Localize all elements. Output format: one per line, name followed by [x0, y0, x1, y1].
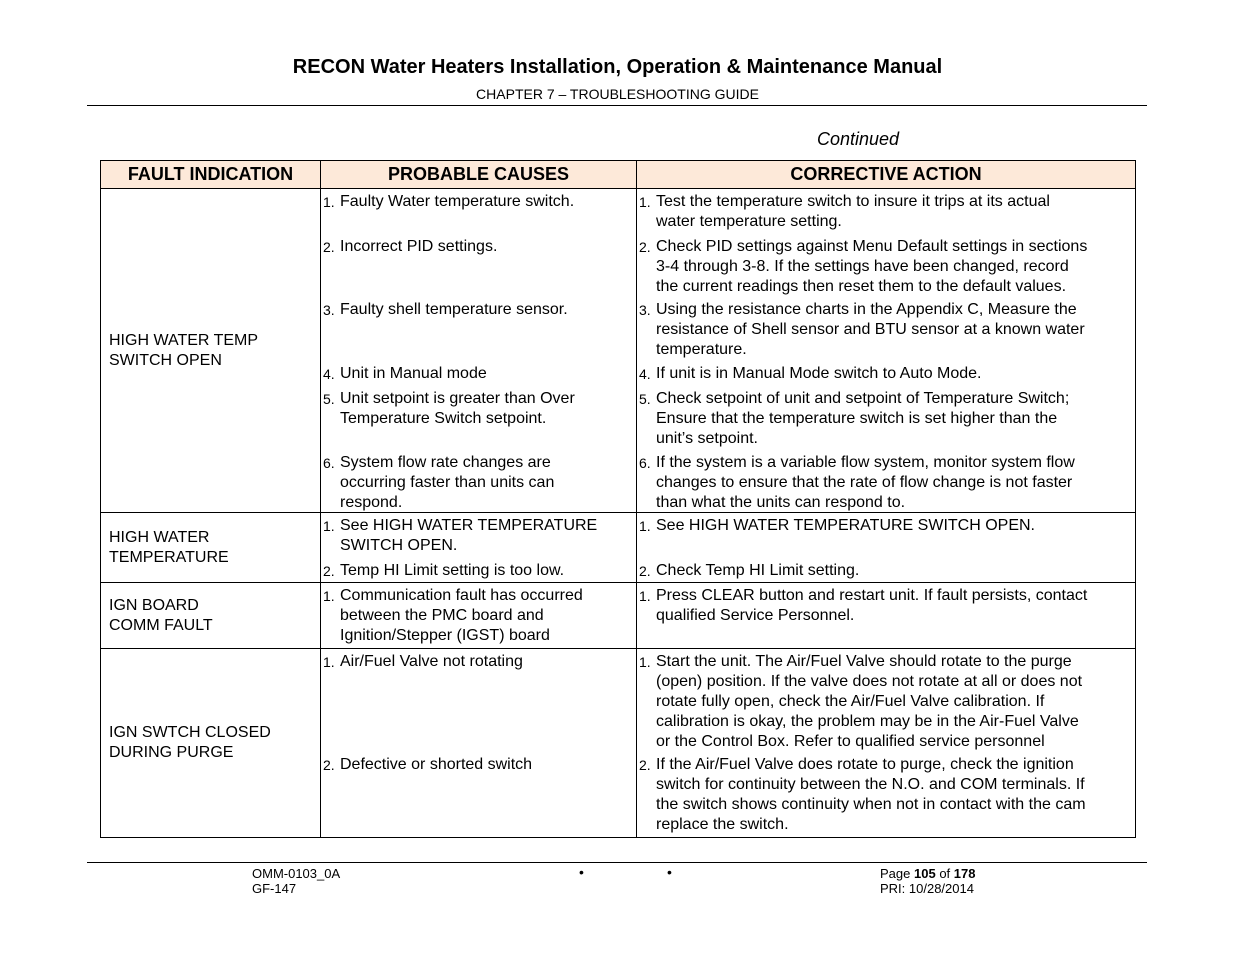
fault-indication-line: HIGH WATER TEMP: [109, 331, 259, 349]
causes-cell: [321, 583, 637, 649]
cause-text-line: Unit setpoint is greater than Over: [340, 390, 575, 407]
cause-text-line: Defective or shorted switch: [340, 756, 533, 773]
cause-item: [321, 389, 636, 429]
fault-indication-cell: [101, 583, 321, 649]
action-item: [637, 237, 1135, 297]
cause-item: [321, 192, 636, 212]
cause-text-line: SWITCH OPEN.: [340, 537, 458, 554]
action-text-line: temperature.: [656, 341, 747, 358]
fault-indication-line: IGN BOARD: [109, 596, 199, 614]
table-row: [101, 649, 1136, 838]
cause-text-line: Temp HI Limit setting is too low.: [340, 562, 565, 579]
table-row: [101, 189, 1136, 513]
fault-indication-line: HIGH WATER: [109, 528, 210, 546]
fault-indication-line: DURING PURGE: [109, 744, 234, 761]
fault-indication-line: IGN SWTCH CLOSED: [109, 724, 271, 741]
item-number: 1.: [323, 518, 335, 534]
item-number: 6.: [639, 455, 651, 471]
header-divider: [87, 105, 1147, 106]
table-row: [101, 513, 1136, 583]
action-text-line: unit’s setpoint.: [656, 430, 758, 447]
action-text-line: (open) position. If the valve does not rotate at all or does not: [656, 673, 1083, 690]
action-item: [637, 453, 1135, 513]
item-number: 2.: [323, 239, 335, 255]
action-item: [637, 755, 1135, 835]
fault-indication-line: TEMPERATURE: [109, 548, 229, 566]
footer-document-info: [252, 866, 340, 896]
cause-item: [321, 652, 636, 672]
action-text-line: changes to ensure that the rate of flow change is not faster: [656, 474, 1073, 491]
cause-item: [321, 237, 636, 257]
causes-cell: [321, 189, 637, 513]
action-text-line: Check PID settings against Menu Default settings in sections: [656, 238, 1088, 255]
cause-text-line: System flow rate changes are: [340, 454, 551, 471]
print-date: PRI: 10/28/2014: [880, 881, 974, 896]
item-number: 1.: [639, 654, 651, 670]
cause-text-line: Temperature Switch setpoint.: [340, 410, 547, 427]
column-header-causes: PROBABLE CAUSES: [321, 161, 637, 189]
column-header-fault: FAULT INDICATION: [101, 161, 321, 189]
item-number: 5.: [323, 391, 335, 407]
cause-text-line: Ignition/Stepper (IGST) board: [340, 627, 550, 644]
table-row: [101, 583, 1136, 649]
item-number: 6.: [323, 455, 335, 471]
cause-text-line: respond.: [340, 494, 403, 511]
action-text-line: switch for continuity between the N.O. and COM terminals. If: [656, 776, 1085, 793]
item-number: 1.: [639, 588, 651, 604]
action-item: [637, 516, 1135, 536]
action-item: [637, 389, 1135, 449]
item-number: 1.: [323, 194, 335, 210]
causes-cell: [321, 649, 637, 838]
cause-text-line: Incorrect PID settings.: [340, 238, 498, 255]
table-header-row: [101, 161, 1136, 189]
action-item: [637, 561, 1135, 581]
action-text-line: qualified Service Personnel.: [656, 607, 855, 624]
cause-item: [321, 453, 636, 513]
item-number: 1.: [639, 518, 651, 534]
footer-bullet-right: •: [667, 864, 672, 880]
item-number: 3.: [639, 302, 651, 318]
continued-label: Continued: [817, 129, 900, 149]
action-item: [637, 364, 1135, 384]
item-number: 2.: [323, 563, 335, 579]
action-text-line: the switch shows continuity when not in contact with the cam: [656, 796, 1086, 813]
action-text-line: replace the switch.: [656, 816, 789, 833]
item-number: 2.: [639, 239, 651, 255]
footer-page-info: [880, 866, 976, 896]
fault-indication-line: SWITCH OPEN: [109, 351, 222, 369]
action-text-line: 3-4 through 3-8. If the settings have been changed, record: [656, 258, 1069, 275]
page-total: 178: [953, 866, 976, 881]
action-text-line: calibration is okay, the problem may be in the Air-Fuel Valve: [656, 713, 1079, 730]
action-text-line: than what the units can respond to.: [656, 494, 906, 511]
action-item: [637, 300, 1135, 360]
item-number: 4.: [323, 366, 335, 382]
item-number: 4.: [639, 366, 651, 382]
action-text-line: water temperature setting.: [656, 213, 842, 230]
item-number: 1.: [639, 194, 651, 210]
item-number: 2.: [639, 757, 651, 773]
fault-indication-cell: [101, 189, 321, 513]
cause-text-line: occurring faster than units can: [340, 474, 555, 491]
action-cell: [637, 649, 1136, 838]
action-text-line: Test the temperature switch to insure it trips at its actual: [656, 193, 1050, 210]
cause-item: [321, 561, 636, 581]
action-text-line: Check setpoint of unit and setpoint of Temperature Switch;: [656, 390, 1070, 407]
footer-divider: [87, 862, 1147, 863]
action-cell: [637, 513, 1136, 583]
cause-item: [321, 300, 636, 320]
fault-indication-cell: [101, 513, 321, 583]
page-prefix: Page: [880, 866, 911, 881]
action-text-line: resistance of Shell sensor and BTU sensor at a known water: [656, 321, 1085, 338]
cause-text-line: Air/Fuel Valve not rotating: [340, 653, 523, 670]
action-text-line: rotate fully open, check the Air/Fuel Valve calibration. If: [656, 693, 1045, 710]
cause-text-line: See HIGH WATER TEMPERATURE: [340, 517, 598, 534]
action-cell: [637, 583, 1136, 649]
action-item: [637, 586, 1135, 626]
action-text-line: Press CLEAR button and restart unit. If fault persists, contact: [656, 587, 1088, 604]
item-number: 2.: [323, 757, 335, 773]
action-text-line: See HIGH WATER TEMPERATURE SWITCH OPEN.: [656, 517, 1035, 534]
page-number: [880, 866, 976, 881]
action-text-line: Check Temp HI Limit setting.: [656, 562, 860, 579]
chapter-subtitle: CHAPTER 7 – TROUBLESHOOTING GUIDE: [476, 86, 759, 102]
cause-text-line: Communication fault has occurred: [340, 587, 583, 604]
causes-cell: [321, 513, 637, 583]
item-number: 3.: [323, 302, 335, 318]
cause-text-line: Faulty shell temperature sensor.: [340, 301, 568, 318]
cause-text-line: Unit in Manual mode: [340, 365, 487, 382]
item-number: 2.: [639, 563, 651, 579]
page-current: 105: [914, 866, 936, 881]
fault-indication-cell: [101, 649, 321, 838]
troubleshooting-table: [100, 160, 1136, 838]
column-header-action: CORRECTIVE ACTION: [637, 161, 1136, 189]
action-cell: [637, 189, 1136, 513]
action-text-line: If unit is in Manual Mode switch to Auto Mode.: [656, 365, 982, 382]
action-text-line: If the Air/Fuel Valve does rotate to purge, check the ignition: [656, 756, 1074, 773]
cause-item: [321, 516, 636, 556]
fault-indication-line: COMM FAULT: [109, 616, 213, 634]
action-text-line: Start the unit. The Air/Fuel Valve should rotate to the purge: [656, 653, 1072, 670]
action-text-line: Using the resistance charts in the Appendix C, Measure the: [656, 301, 1077, 318]
gf-number: GF-147: [252, 881, 297, 896]
action-item: [637, 652, 1135, 752]
table-body: [101, 189, 1136, 838]
item-number: 5.: [639, 391, 651, 407]
document-title: RECON Water Heaters Installation, Operation & Maintenance Manual: [292, 56, 943, 78]
action-item: [637, 192, 1135, 232]
footer-bullet-left: •: [579, 864, 584, 880]
item-number: 1.: [323, 588, 335, 604]
cause-text-line: between the PMC board and: [340, 607, 544, 624]
cause-item: [321, 364, 636, 384]
item-number: 1.: [323, 654, 335, 670]
action-text-line: the current readings then reset them to the default values.: [656, 278, 1067, 295]
doc-number: OMM-0103_0A: [252, 866, 341, 881]
action-text-line: If the system is a variable flow system, monitor system flow: [656, 454, 1075, 471]
page-of: of: [939, 866, 951, 881]
cause-item: [321, 586, 636, 646]
cause-text-line: Faulty Water temperature switch.: [340, 193, 575, 210]
cause-item: [321, 755, 636, 775]
action-text-line: or the Control Box. Refer to qualified service personnel: [656, 733, 1045, 750]
action-text-line: Ensure that the temperature switch is set higher than the: [656, 410, 1058, 427]
